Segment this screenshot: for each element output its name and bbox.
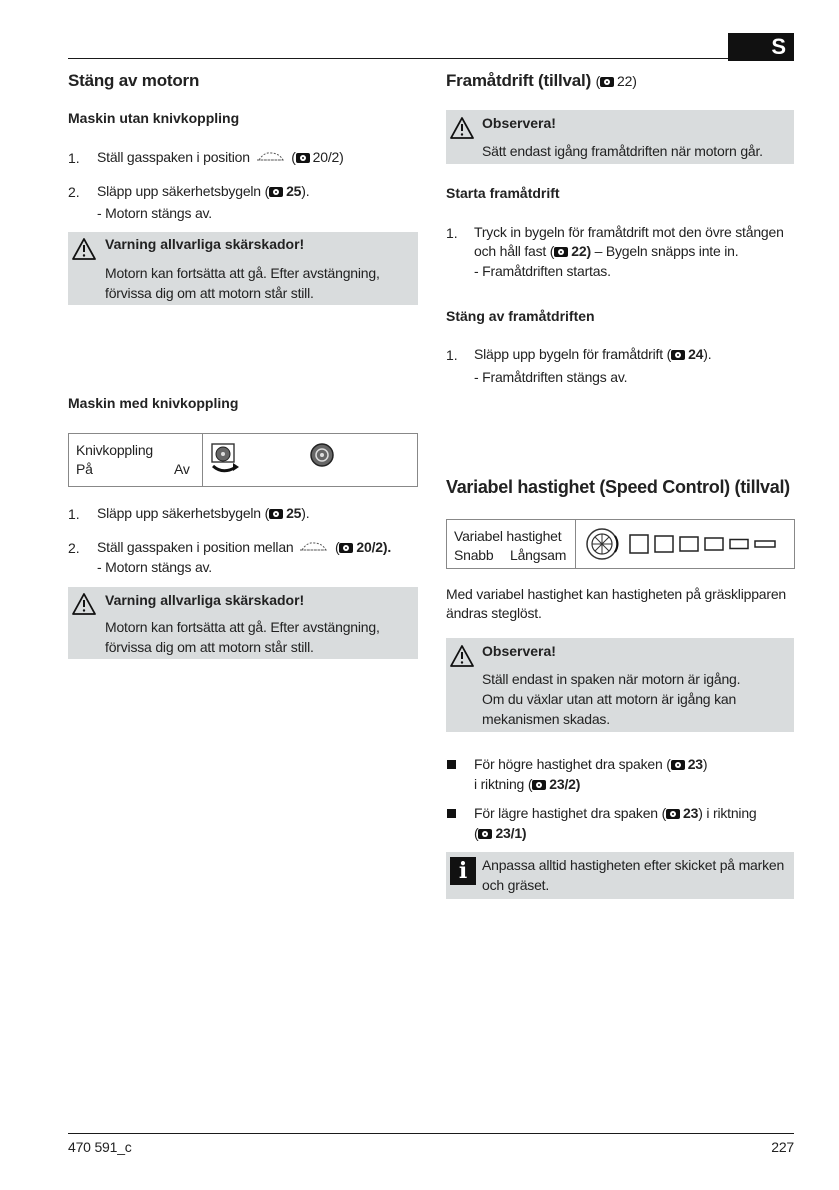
warning-box-2 bbox=[68, 587, 418, 659]
start-line2b: – Bygeln snäpps inte in. bbox=[590, 243, 739, 259]
s2-step1-num: 1. bbox=[68, 506, 80, 522]
bullet1-ref1: 23 bbox=[687, 756, 703, 772]
s1-step1: Ställ gasspaken i position ( 20/2) bbox=[97, 149, 344, 165]
camera-ref-icon bbox=[296, 153, 310, 163]
start-heading: Starta framåtdrift bbox=[446, 185, 560, 201]
bullet2-b: ) i riktning bbox=[698, 805, 757, 821]
stop-heading: Stäng av framåtdriften bbox=[446, 308, 595, 324]
note-box-1 bbox=[446, 110, 794, 164]
info-box bbox=[446, 852, 794, 899]
start-line1: Tryck in bygeln för framåtdrift mot den övre stången bbox=[474, 224, 784, 240]
warning-icon bbox=[450, 645, 474, 667]
bullet2-line1 bbox=[474, 803, 757, 823]
s1-step2-num: 2. bbox=[68, 184, 80, 200]
s2-step1-text: Släpp upp säkerhetsbygeln ( bbox=[97, 505, 270, 521]
note-2-line3: mekanismen skadas. bbox=[482, 711, 610, 727]
warning-icon bbox=[72, 593, 96, 615]
right-title-ref: 22) bbox=[617, 73, 637, 89]
speed-intro1: Med variabel hastighet kan hastigheten på gräsklipparen bbox=[446, 586, 787, 602]
s2-step2-ref: 20/2). bbox=[356, 539, 392, 555]
stop-line2: - Framåtdriften stängs av. bbox=[474, 369, 628, 385]
throttle-turtle-icon bbox=[256, 151, 286, 163]
camera-ref-icon bbox=[478, 829, 492, 839]
blade-disengage-icon bbox=[309, 442, 335, 468]
info-line2: och gräset. bbox=[482, 877, 550, 893]
table-divider bbox=[575, 520, 576, 568]
bullet2-a: För lägre hastighet dra spaken ( bbox=[474, 805, 667, 821]
blade-clutch-off: Av bbox=[174, 461, 190, 477]
s2-step2-sub: - Motorn stängs av. bbox=[97, 559, 212, 575]
warning-1-title: Varning allvarliga skärskador! bbox=[105, 236, 305, 252]
bullet2-line2 bbox=[474, 823, 526, 843]
camera-ref-icon bbox=[532, 780, 546, 790]
camera-ref-icon bbox=[671, 760, 685, 770]
s1-step1-num: 1. bbox=[68, 150, 80, 166]
blade-clutch-table bbox=[68, 433, 418, 487]
speed-fast: Snabb bbox=[454, 547, 494, 563]
camera-ref-icon bbox=[666, 809, 680, 819]
s1-step2-sub: - Motorn stängs av. bbox=[97, 205, 212, 221]
speed-label: Variabel hastighet bbox=[454, 528, 562, 544]
bullet1-b: ) bbox=[702, 756, 708, 772]
blade-engage-icon bbox=[209, 442, 241, 476]
speed-scale-icon bbox=[629, 534, 789, 554]
start-line2 bbox=[474, 241, 738, 261]
camera-ref-icon bbox=[554, 247, 568, 257]
stop-num: 1. bbox=[446, 347, 458, 363]
camera-ref-icon bbox=[600, 77, 614, 87]
doc-id: 470 591_c bbox=[68, 1139, 132, 1155]
bullet1-line1 bbox=[474, 754, 707, 774]
table-divider bbox=[202, 434, 203, 486]
warning-1-line1: Motorn kan fortsätta att gå. Efter avstängning, bbox=[105, 265, 380, 281]
blade-clutch-label: Knivkoppling bbox=[76, 442, 153, 458]
s2-step1 bbox=[97, 503, 309, 523]
start-num: 1. bbox=[446, 225, 458, 241]
footer-rule bbox=[68, 1133, 794, 1134]
info-icon: i bbox=[450, 857, 476, 885]
stop-line1 bbox=[474, 344, 711, 364]
throttle-turtle-icon bbox=[299, 541, 329, 553]
warning-icon bbox=[450, 117, 474, 139]
section1-heading: Maskin utan knivkoppling bbox=[68, 110, 240, 126]
right-title-text: Framåtdrift (tillval) bbox=[446, 71, 592, 90]
right-title: Framåtdrift (tillval) ( 22) bbox=[446, 71, 637, 90]
note-2-line1: Ställ endast in spaken när motorn är igång. bbox=[482, 671, 741, 687]
s2-step2-text: Ställ gasspaken i position mellan bbox=[97, 539, 294, 555]
left-title: Stäng av motorn bbox=[68, 71, 200, 90]
bullet-2 bbox=[447, 809, 456, 818]
blade-clutch-on: På bbox=[76, 461, 93, 477]
note-2-line2: Om du växlar utan att motorn är igång kan bbox=[482, 691, 737, 707]
speed-slow: Långsam bbox=[510, 547, 567, 563]
bullet1-c: i riktning ( bbox=[474, 776, 533, 792]
speed-title: Variabel hastighet (Speed Control) (tillval) bbox=[446, 477, 790, 497]
bullet1-line2 bbox=[474, 774, 580, 794]
note-2-title: Observera! bbox=[482, 643, 556, 659]
s1-step2-end: ). bbox=[301, 183, 310, 199]
note-box-2 bbox=[446, 638, 794, 732]
note-1-title: Observera! bbox=[482, 115, 556, 131]
s1-step1-ref: 20/2) bbox=[312, 149, 344, 165]
warning-2-line2: förvissa dig om att motorn står still. bbox=[105, 639, 314, 655]
note-1-text: Sätt endast igång framåtdriften när motorn går. bbox=[482, 143, 763, 159]
bullet1-ref2: 23/2) bbox=[549, 776, 581, 792]
camera-ref-icon bbox=[269, 509, 283, 519]
bullet2-ref2: 23/1) bbox=[495, 825, 527, 841]
bullet1-a: För högre hastighet dra spaken ( bbox=[474, 756, 671, 772]
bullet-1 bbox=[447, 760, 456, 769]
camera-ref-icon bbox=[339, 543, 353, 553]
stop-line1b: ). bbox=[703, 346, 712, 362]
start-line2-ref: 22) bbox=[571, 243, 591, 259]
warning-icon bbox=[72, 238, 96, 260]
s1-step2-ref: 25 bbox=[286, 183, 302, 199]
s2-step2: Ställ gasspaken i position mellan ( 20/2). bbox=[97, 539, 392, 555]
warning-1-line2: förvissa dig om att motorn står still. bbox=[105, 285, 314, 301]
speed-wheel-icon bbox=[585, 526, 621, 562]
warning-2-line1: Motorn kan fortsätta att gå. Efter avstängning, bbox=[105, 619, 380, 635]
info-line1: Anpassa alltid hastigheten efter skicket på marken bbox=[482, 857, 785, 873]
language-tab bbox=[728, 33, 794, 61]
language-tab-label: S bbox=[771, 34, 786, 59]
page-number: 227 bbox=[771, 1139, 794, 1155]
camera-ref-icon bbox=[671, 350, 685, 360]
speed-table bbox=[446, 519, 795, 569]
stop-line1-ref: 24 bbox=[688, 346, 704, 362]
warning-box-1 bbox=[68, 232, 418, 305]
s1-step2-text: Släpp upp säkerhetsbygeln ( bbox=[97, 183, 270, 199]
speed-intro2: ändras steglöst. bbox=[446, 605, 542, 621]
s1-step2 bbox=[97, 181, 309, 201]
s1-step1-text: Ställ gasspaken i position bbox=[97, 149, 250, 165]
section2-heading: Maskin med knivkoppling bbox=[68, 395, 239, 411]
s2-step1-ref: 25 bbox=[286, 505, 302, 521]
bullet2-ref1: 23 bbox=[683, 805, 699, 821]
start-line3: - Framåtdriften startas. bbox=[474, 263, 611, 279]
bullet2-c: ( bbox=[474, 825, 479, 841]
warning-2-title: Varning allvarliga skärskador! bbox=[105, 592, 305, 608]
s2-step2-num: 2. bbox=[68, 540, 80, 556]
camera-ref-icon bbox=[269, 187, 283, 197]
stop-line1a: Släpp upp bygeln för framåtdrift ( bbox=[474, 346, 672, 362]
s2-step1-end: ). bbox=[301, 505, 310, 521]
header-rule bbox=[68, 58, 794, 59]
start-line2a: och håll fast ( bbox=[474, 243, 555, 259]
